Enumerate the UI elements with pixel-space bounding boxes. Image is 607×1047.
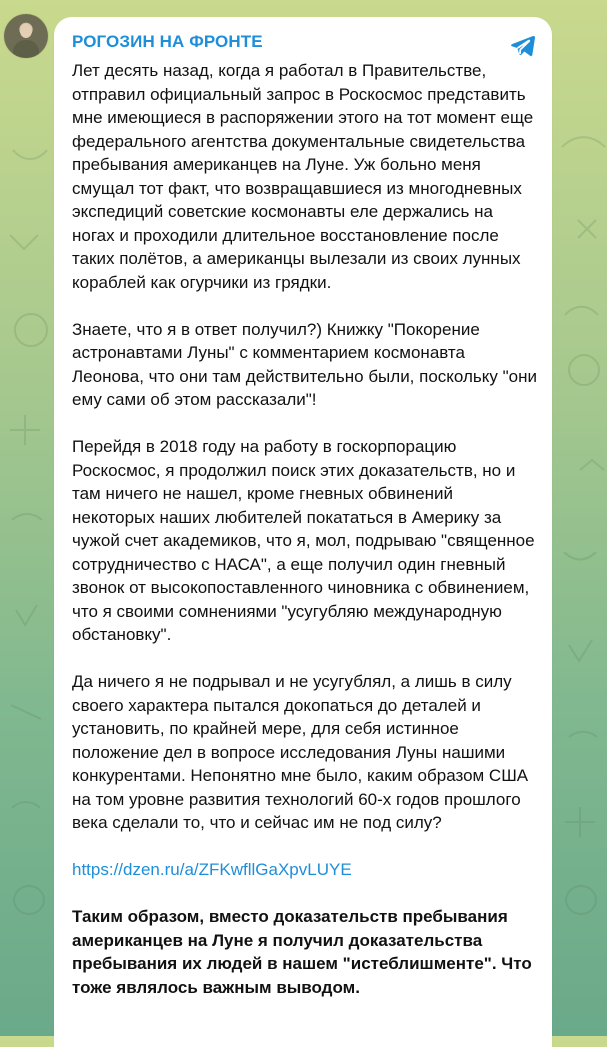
message-paragraph-3: Перейдя в 2018 году на работу в госкорпорацию Роскосмос, я продолжил поиск этих доказательств, но и там ничего не нашел, кроме гневных обвинений некоторых наших любителей покататься в Америку за чужой счет академиков, что я, мол, подрываю "священное сотрудничество с НАСА", а еще получил один гневный звонок от высокопоставленного чиновника с обвинением, что я своими сомнениями "усугубляю международную обстановку". (72, 437, 535, 644)
avatar[interactable] (4, 14, 48, 58)
message-paragraph-4: Да ничего я не подрывал и не усугублял, а лишь в силу своего характера пытался докопаться до деталей и установить, по крайней мере, для себя истинное положение дел в вопросе исследования Луны нашими конкурентами. Непонятно мне было, каким образом США на том уровне развития технологий 60-х годов прошлого века сделали то, что и сейчас им не под силу? (72, 672, 529, 832)
message-content (72, 59, 540, 1023)
message-paragraph-2: Знаете, что я в ответ получил?) Книжку "Покорение астронавтами Луны" с комментарием космонавта Леонова, что они там действительно были, поскольку "они ему сами об этом рассказали"! (72, 319, 538, 409)
message-paragraph-5: Таким образом, вместо доказательств пребывания американцев на Луне я получил доказательства пребывания их людей в нашем "истеблишменте". Что тоже являлось важным выводом. (72, 907, 532, 997)
dzen-link[interactable]: https://dzen.ru/a/ZFKwfllGaXpvLUYE (72, 860, 352, 879)
message-paragraph-1: Лет десять назад, когда я работал в Правительстве, отправил официальный запрос в Роскосмос представить мне имеющиеся в распоряжении этого на тот момент еще федерального агентства документальные свидетельства пребывания американцев на Луне. Уж больно меня смущал тот факт, что возвращавшиеся из многодневных экспедиций советские космонавты еле держались на ногах и проходили длительное восстановление после таких полётов, а американцы вылезали из своих лунных кораблей как огурчики из грядки. (72, 61, 534, 292)
message-link-paragraph (72, 858, 540, 882)
share-icon[interactable] (506, 29, 538, 61)
message-bubble (54, 17, 552, 1047)
channel-title[interactable]: РОГОЗИН НА ФРОНТЕ (72, 32, 263, 51)
